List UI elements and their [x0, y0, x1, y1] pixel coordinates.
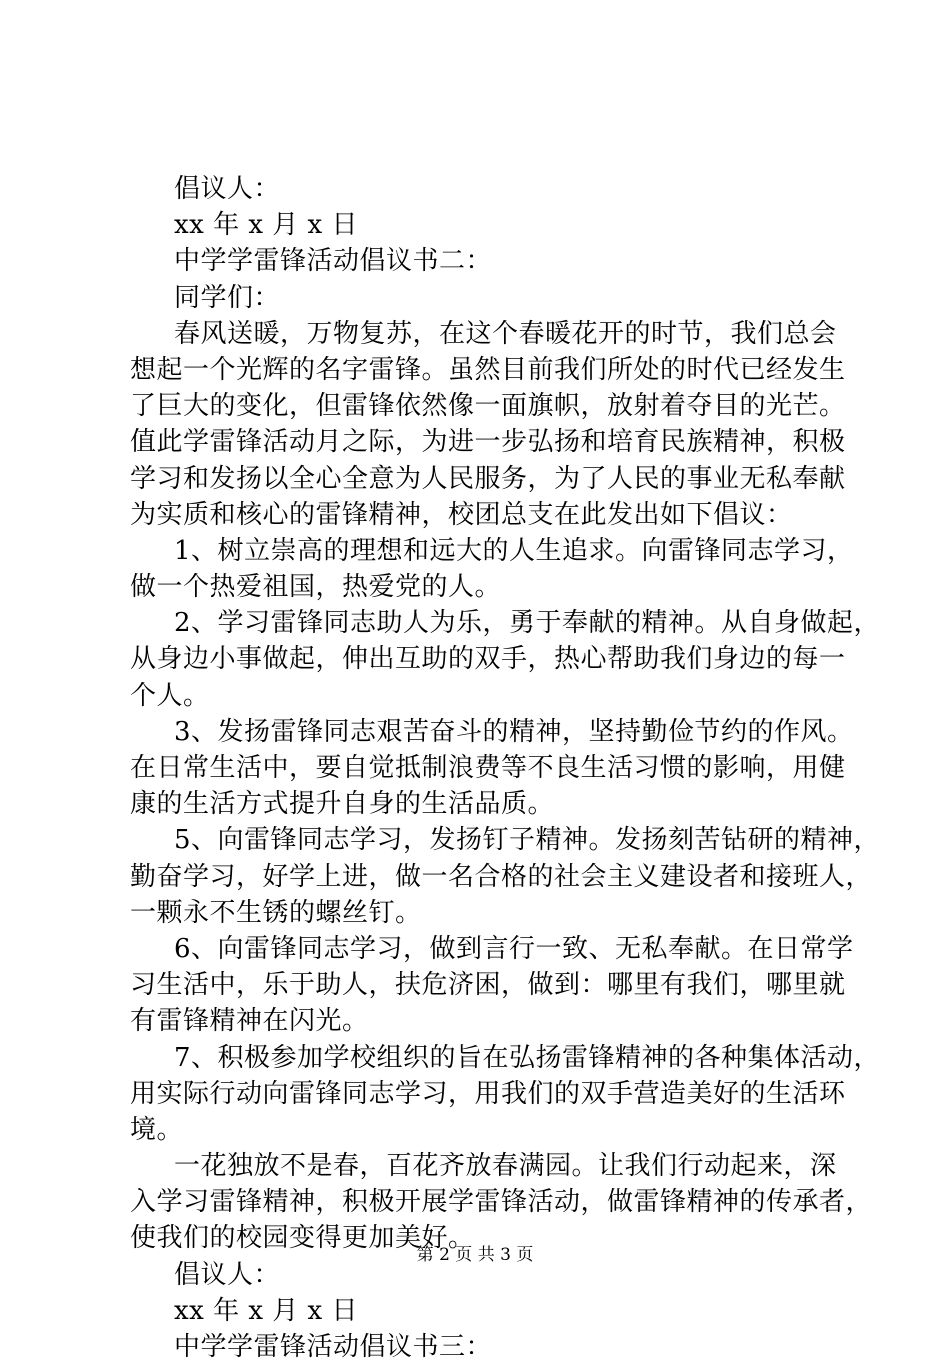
paragraph-line: 在日常生活中，要自觉抵制浪费等不良生活习惯的影响，用健: [130, 753, 846, 783]
document-body: [130, 171, 881, 1365]
proposer-label: 倡议人：: [174, 1259, 281, 1290]
paragraph-line: 做一个热爱祖国，热爱党的人。: [130, 572, 502, 603]
list-item-7: 7、积极参加学校组织的旨在弘扬雷锋精神的各种集体活动，: [174, 1042, 881, 1073]
paragraph-line: 春风送暖，万物复苏，在这个春暖花开的时节，我们总会: [174, 318, 837, 349]
proposer-label: 倡议人：: [174, 174, 281, 204]
salutation: 同学们：: [174, 282, 281, 313]
list-item-3: 3、发扬雷锋同志艰苦奋斗的精神，坚持勤俭节约的作风。: [174, 716, 854, 747]
paragraph-line: 学习和发扬以全心全意为人民服务，为了人民的事业无私奉献: [130, 463, 846, 494]
page-number-footer: 第 2 页 共 3 页: [416, 1245, 534, 1265]
paragraph-line: 用实际行动向雷锋同志学习，用我们的双手营造美好的生活环: [130, 1078, 846, 1109]
paragraph-line: 值此学雷锋活动月之际，为进一步弘扬和培育民族精神，积极: [130, 427, 846, 458]
paragraph-line: 个人。: [130, 680, 210, 711]
paragraph-line: 想起一个光辉的名字雷锋。虽然目前我们所处的时代已经发生: [130, 354, 846, 385]
section-title-three: 中学学雷锋活动倡议书三：: [174, 1332, 493, 1362]
paragraph-line: 习生活中，乐于助人，扶危济困，做到：哪里有我们，哪里就: [130, 970, 846, 1001]
paragraph-line: 为实质和核心的雷锋精神，校团总支在此发出如下倡议：: [130, 499, 793, 530]
paragraph-line: 勤奋学习，好学上进，做一名合格的社会主义建设者和接班人，: [130, 861, 873, 892]
paragraph-line: 入学习雷锋精神，积极开展学雷锋活动，做雷锋精神的传承者，: [130, 1187, 873, 1218]
section-title-two: 中学学雷锋活动倡议书二：: [174, 246, 493, 277]
list-item-2: 2、学习雷锋同志助人为乐，勇于奉献的精神。从自身做起，: [174, 608, 881, 639]
list-item-5: 5、向雷锋同志学习，发扬钉子精神。发扬刻苦钻研的精神，: [174, 825, 881, 856]
paragraph-line: 使我们的校园变得更加美好。: [130, 1223, 475, 1254]
list-item-6: 6、向雷锋同志学习，做到言行一致、无私奉献。在日常学: [174, 933, 854, 964]
paragraph-line: 了巨大的变化，但雷锋依然像一面旗帜，放射着夺目的光芒。: [130, 391, 846, 422]
closing-paragraph: 一花独放不是春，百花齐放春满园。让我们行动起来，深: [174, 1151, 837, 1182]
list-item-1: 1、树立崇高的理想和远大的人生追求。向雷锋同志学习，: [174, 535, 854, 566]
paragraph-line: 康的生活方式提升自身的生活品质。: [130, 789, 555, 820]
date-line: xx 年 x 月 x 日: [174, 210, 358, 241]
date-line: xx 年 x 月 x 日: [174, 1295, 358, 1326]
paragraph-line: 从身边小事做起，伸出互助的双手，热心帮助我们身边的每一: [130, 644, 846, 675]
paragraph-line: 境。: [130, 1114, 184, 1145]
paragraph-line: 一颗永不生锈的螺丝钉。: [130, 897, 422, 928]
paragraph-line: 有雷锋精神在闪光。: [130, 1006, 369, 1037]
